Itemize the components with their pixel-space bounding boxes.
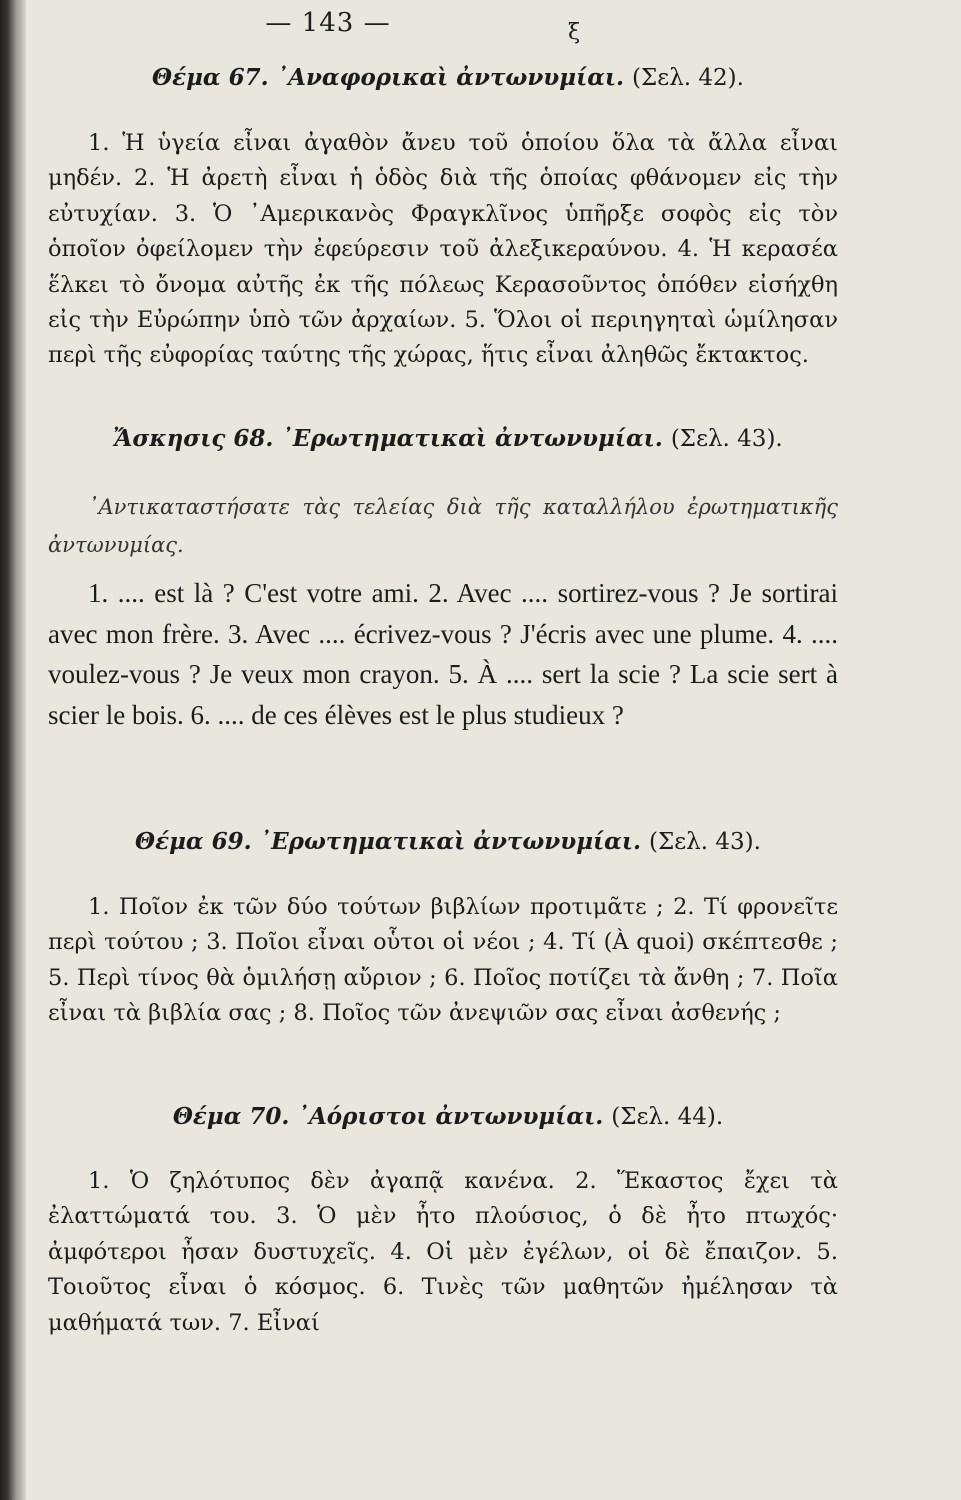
section-69-page-ref: (Σελ. 43). [649,829,761,855]
section-68-title: Ἄσκησις 68. ᾿Ερωτηματικαὶ ἀντωνυμίαι. [113,425,663,452]
section-67-text: 1. Ἡ ὑγεία εἶναι ἀγαθὸν ἄνευ τοῦ ὁποίου ὅλα τὰ ἄλλα εἶναι μηδέν. 2. Ἡ ἀρετὴ εἶναι ἡ ὁδὸς διὰ τῆς ὁποίας φθάνομεν εἰς τὴν εὐτυχίαν. 3. Ὁ ᾿Αμερικανὸς Φραγκλῖνος ὑπῆρξε σοφὸς εἰς τὸν ὁποῖον ὀφείλομεν τὴν ἐφεύρεσιν τοῦ ἀλεξικεραύνου. 4. Ἡ κερασέα ἕλκει τὸ ὄνομα αὐτῆς ἐκ τῆς πόλεως Κερασοῦντος ὁπόθεν εἰσήχθη εἰς τὴν Εὐρώπην ὑπὸ τῶν ἀρχαίων. 5. Ὅλοι οἱ περιηγηταὶ ὡμίλησαν περὶ τῆς εὐφορίας ταύτης τῆς χώρας, ἥτις εἶναι ἀληθῶς ἔκτακτος. [48,130,838,369]
section-67-page-ref: (Σελ. 42). [632,65,744,91]
section-67-title: Θέμα 67. ᾿Αναφορικαὶ ἀντωνυμίαι. [152,64,625,91]
section-70-heading [48,1103,848,1130]
section-69-heading [48,828,848,855]
section-69-text: 1. Ποῖον ἐκ τῶν δύο τούτων βιβλίων προτιμᾶτε ; 2. Τί φρονεῖτε περὶ τούτου ; 3. Ποῖοι εἶναι οὗτοι οἱ νέοι ; 4. Τί (À quoi) σκέπτεσθε ; 5. Περὶ τίνος θὰ ὁμιλήσῃ αὔριον ; 6. Ποῖος ποτίζει τὰ ἄνθη ; 7. Ποῖα εἶναι τὰ βιβλία σας ; 8. Ποῖος τῶν ἀνεψιῶν σας εἶναι ἀσθενής ; [48,894,838,1027]
section-68-instruction: ᾿Αντικαταστήσατε τὰς τελείας διὰ τῆς καταλλήλου ἐρωτηματικῆς ἀντωνυμίας. [48,495,838,557]
section-68-heading [48,425,848,452]
book-page [48,0,848,1500]
page-number: — 143 — [265,8,391,38]
section-69-title: Θέμα 69. ᾿Ερωτηματικαὶ ἀντωνυμίαι. [135,828,642,855]
scan-binding-edge [0,0,26,1500]
section-70-page-ref: (Σελ. 44). [611,1104,724,1130]
section-70-title: Θέμα 70. ᾿Αόριστοι ἀντωνυμίαι. [172,1103,604,1130]
section-70-text: 1. Ὁ ζηλότυπος δὲν ἀγαπᾷ κανένα. 2. Ἕκαστος ἔχει τὰ ἐλαττώματά του. 3. Ὁ μὲν ἦτο πλούσιος, ὁ δὲ ἦτο πτωχός· ἀμφότεροι ἦσαν δυστυχεῖς. 4. Οἱ μὲν ἐγέλων, οἱ δὲ ἔπαιζον. 5. Τοιοῦτος εἶναι ὁ κόσμος. 6. Τινὲς τῶν μαθητῶν ἠμέλησαν τὰ μαθήματά των. 7. Εἶναί [48,1168,838,1336]
margin-mark: ξ [568,20,581,45]
section-67-heading [48,64,848,91]
section-68-text: 1. .... est là ? C'est votre ami. 2. Avec .... sortirez-vous ? Je sortirai avec mon frère. 3. Avec .... écrivez-vous ? J'écris avec une plume. 4. .... voulez-vous ? Je veux mon crayon. 5. À .... sert la scie ? La scie sert à scier le bois. 6. .... de ces élèves est le plus studieux ? [48,578,838,730]
section-68-page-ref: (Σελ. 43). [670,426,783,452]
